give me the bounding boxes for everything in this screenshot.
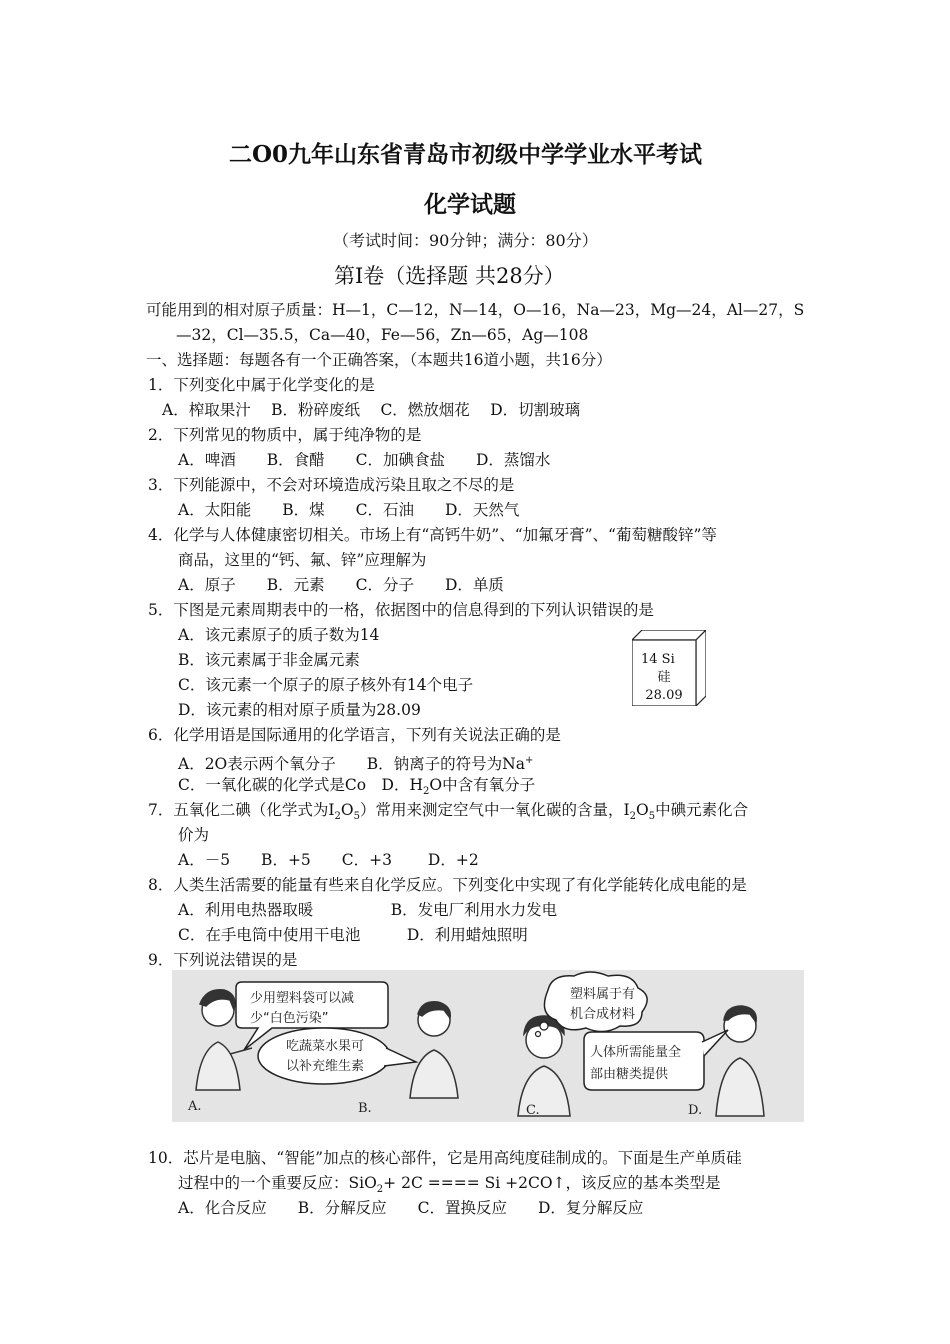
q7-p5: 中碘元素化合 bbox=[655, 801, 749, 819]
q6-options-ab-text: A．2O表示两个氧分子 B．钠离子的符号为Na bbox=[178, 755, 525, 774]
tile-name: 硅 bbox=[657, 670, 671, 685]
bubble-b-line1: 吃蔬菜水果可 bbox=[286, 1039, 365, 1054]
speech-bubble-d bbox=[584, 1030, 728, 1090]
q6-sup: + bbox=[524, 755, 534, 766]
q7-s4: 5 bbox=[648, 811, 656, 823]
q9-stem: 9．下列说法错误的是 bbox=[148, 951, 298, 969]
q2-options: A．啤酒 B．食醋 C．加碘食盐 D．蒸馏水 bbox=[178, 451, 551, 469]
q7-p1: 7．五氧化二碘（化学式为I bbox=[148, 801, 335, 819]
tile-number-symbol: 14 Si bbox=[641, 652, 675, 667]
q9-illustration bbox=[172, 970, 804, 1122]
exam-info: （考试时间：90分钟；满分：80分） bbox=[333, 231, 598, 250]
q10-stem-2a: 过程中的一个重要反应：SiO bbox=[178, 1174, 377, 1192]
subject-title: 化学试题 bbox=[424, 191, 516, 218]
q7-s2: 5 bbox=[353, 811, 360, 823]
atomic-masses-line1: 可能用到的相对原子质量：H—1，C—12，N—14，O—16，Na—23，Mg—24，Al—27，S bbox=[146, 301, 805, 319]
q1-stem: 1．下列变化中属于化学变化的是 bbox=[148, 376, 375, 394]
q8-stem: 8．人类生活需要的能量有些来自化学反应。下列变化中实现了有化学能转化成电能的是 bbox=[148, 876, 747, 894]
q10-sub: 2 bbox=[376, 1184, 384, 1196]
q2-stem: 2．下列常见的物质中，属于纯净物的是 bbox=[148, 426, 422, 444]
q4-options: A．原子 B．元素 C．分子 D．单质 bbox=[178, 576, 504, 594]
person-d-figure bbox=[716, 1006, 764, 1116]
q6-stem: 6．化学用语是国际通用的化学语言，下列有关说法正确的是 bbox=[148, 726, 561, 744]
q7-s1: 2 bbox=[334, 811, 341, 823]
bubble-b-line2: 以补充维生素 bbox=[286, 1059, 365, 1074]
picture-label-d: D. bbox=[688, 1103, 703, 1118]
q6-options-cd-tail: O中含有氧分子 bbox=[429, 776, 536, 794]
bubble-c-line2: 机合成材料 bbox=[570, 1007, 636, 1022]
q3-stem: 3．下列能源中，不会对环境造成污染且取之不尽的是 bbox=[148, 476, 515, 494]
atomic-masses-line2: —32，Cl—35.5，Ca—40，Fe—56，Zn—65，Ag—108 bbox=[176, 326, 589, 344]
section-heading: 一、选择题：每题各有一个正确答案，（本题共16道小题，共16分） bbox=[146, 351, 612, 369]
picture-label-a: A. bbox=[188, 1099, 202, 1114]
person-b-figure bbox=[410, 1002, 458, 1098]
bubble-a-line2: 少“白色污染” bbox=[250, 1011, 329, 1026]
q3-options: A．太阳能 B．煤 C．石油 D．天然气 bbox=[178, 501, 520, 519]
q10-options: A．化合反应 B．分解反应 C．置换反应 D．复分解反应 bbox=[178, 1199, 644, 1217]
person-c-figure bbox=[518, 1016, 570, 1116]
q7-stem bbox=[148, 798, 748, 829]
q10-stem: 10．芯片是电脑、“智能”加点的核心部件，它是用高纯度硅制成的。下面是生产单质硅 bbox=[148, 1149, 742, 1167]
q5-option-b: B．该元素属于非金属元素 bbox=[178, 651, 360, 669]
q7-p3: ）常用来测定空气中一氧化碳的含量，I bbox=[359, 801, 630, 819]
q7-s3: 2 bbox=[629, 811, 636, 823]
q5-option-d: D．该元素的相对原子质量为28.09 bbox=[178, 701, 421, 719]
q6-sub: 2 bbox=[423, 786, 430, 798]
q5-stem: 5．下图是元素周期表中的一格，依据图中的信息得到的下列认识错误的是 bbox=[148, 601, 654, 619]
q7-p2: O bbox=[340, 801, 354, 819]
q6-options-cd-text: C．一氧化碳的化学式是Co D．H bbox=[178, 776, 423, 794]
exam-title: 二O0九年山东省青岛市初级中学学业水平考试 bbox=[229, 141, 703, 168]
bubble-d-line2: 部由糖类提供 bbox=[590, 1067, 669, 1082]
bubble-a-line1: 少用塑料袋可以减 bbox=[250, 991, 355, 1006]
volume-title: 第Ⅰ卷（选择题 共28分） bbox=[334, 264, 565, 288]
speech-bubble-b bbox=[258, 1028, 416, 1084]
q4-stem: 4．化学与人体健康密切相关。市场上有“高钙牛奶”、“加氟牙膏”、“葡萄糖酸锌”等 bbox=[148, 526, 717, 544]
q5-option-a: A．该元素原子的质子数为14 bbox=[178, 626, 380, 644]
element-tile bbox=[632, 630, 706, 706]
q7-p4: O bbox=[635, 801, 649, 819]
q7-options: A．－5 B．+5 C．+3 D．+2 bbox=[178, 851, 479, 869]
q8-options-cd: C．在手电筒中使用干电池 D．利用蜡烛照明 bbox=[178, 926, 528, 944]
q8-options-ab: A．利用电热器取暖 B．发电厂利用水力发电 bbox=[178, 901, 558, 919]
q1-options: A．榨取果汁 B．粉碎废纸 C．燃放烟花 D．切割玻璃 bbox=[162, 401, 581, 419]
picture-label-c: C. bbox=[526, 1103, 540, 1118]
bubble-c-line1: 塑料属于有 bbox=[570, 987, 636, 1002]
picture-label-b: B. bbox=[358, 1101, 372, 1116]
q4-stem-2: 商品，这里的“钙、氟、锌”应理解为 bbox=[178, 551, 427, 569]
q10-stem-2b: + 2C ==== Si +2CO↑，该反应的基本类型是 bbox=[383, 1174, 721, 1192]
bubble-d-line1: 人体所需能量全 bbox=[590, 1045, 682, 1060]
tile-mass: 28.09 bbox=[645, 688, 683, 703]
q9-illustration-svg bbox=[172, 970, 804, 1122]
q7-stem-2: 价为 bbox=[178, 826, 210, 844]
q5-option-c: C．该元素一个原子的原子核外有14个电子 bbox=[178, 676, 474, 694]
